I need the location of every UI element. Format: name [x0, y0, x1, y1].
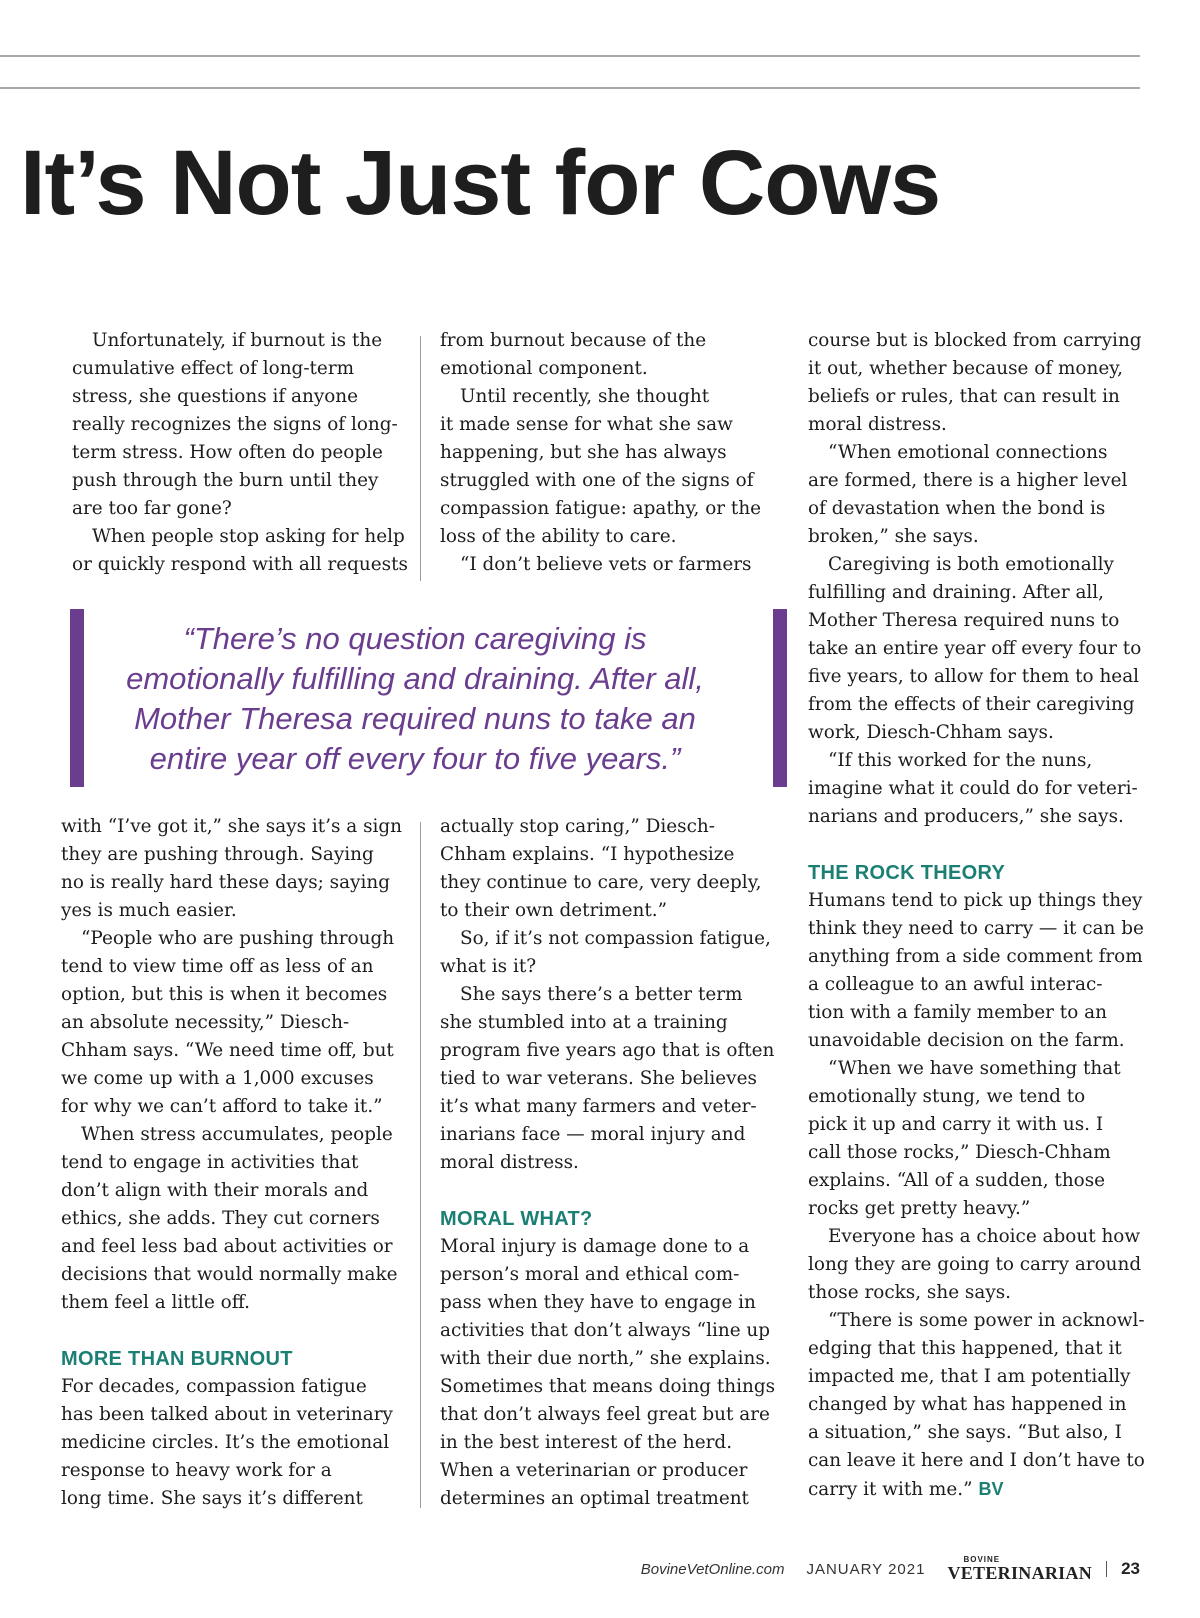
text-line: program five years ago that is often — [440, 1040, 775, 1061]
text-line: yes is much easier. — [61, 900, 237, 921]
text-line: no is really hard these days; saying — [61, 872, 390, 893]
text-line: response to heavy work for a — [61, 1460, 332, 1481]
text-line: that don’t always feel great but are — [440, 1404, 770, 1425]
text-line: an absolute necessity,” Diesch- — [61, 1012, 350, 1033]
text-line: emotionally stung, we tend to — [808, 1086, 1086, 1107]
text-line: ethics, she adds. They cut corners — [61, 1208, 380, 1229]
text-line: she stumbled into at a training — [440, 1012, 728, 1033]
text-line: call those rocks,” Diesch-Chham — [808, 1142, 1111, 1163]
text-line: they continue to care, very deeply, — [440, 872, 762, 893]
text-line: take an entire year off every four to — [808, 638, 1142, 659]
text-line: compassion fatigue: apathy, or the — [440, 498, 762, 519]
text-line: Sometimes that means doing things — [440, 1376, 776, 1397]
text-line: cumulative effect of long-term — [72, 358, 355, 379]
column-middle-top — [440, 327, 780, 579]
pullquote-line: entire year off every four to five years.” — [149, 741, 681, 776]
text-line: term stress. How often do people — [72, 442, 383, 463]
text-line: emotional component. — [440, 358, 648, 379]
section-spacer — [61, 1317, 401, 1345]
text-line: Until recently, she thought — [460, 386, 710, 407]
text-line: anything from a side comment from — [808, 946, 1143, 967]
text-line: “There is some power in acknowl- — [828, 1310, 1145, 1331]
text-line: stress, she questions if anyone — [72, 386, 359, 407]
text-line: course but is blocked from carrying — [808, 330, 1142, 351]
text-line: Chham explains. “I hypothesize — [440, 844, 735, 865]
text-line: work, Diesch-Chham says. — [808, 722, 1054, 743]
text-line: think they need to carry — it can be — [808, 918, 1144, 939]
text-line: it out, whether because of money, — [808, 358, 1124, 379]
footer-date: JANUARY 2021 — [806, 1560, 926, 1578]
text-line: Chham says. “We need time off, but — [61, 1040, 394, 1061]
text-line: a situation,” she says. “But also, I — [808, 1422, 1122, 1443]
text-line: “People who are pushing through — [81, 928, 395, 949]
text-line: decisions that would normally make — [61, 1264, 398, 1285]
section-spacer — [440, 1177, 780, 1205]
text-line: five years, to allow for them to heal — [808, 666, 1140, 687]
text-line: what is it? — [440, 956, 537, 977]
text-line: unavoidable decision on the farm. — [808, 1030, 1125, 1051]
column-divider-top — [420, 336, 421, 581]
top-rule-second — [0, 87, 1140, 89]
text-line: long time. She says it’s different — [61, 1488, 363, 1509]
text-line: a colleague to an awful interac- — [808, 974, 1103, 995]
text-line: them feel a little off. — [61, 1292, 250, 1313]
page-number: 23 — [1121, 1559, 1140, 1578]
top-rule — [0, 55, 1140, 57]
column-divider-bottom — [420, 822, 421, 1508]
pullquote-bar-right — [773, 609, 787, 787]
text-line: inarians face — moral injury and — [440, 1124, 746, 1145]
text-line: Unfortunately, if burnout is the — [92, 330, 383, 351]
text-line: push through the burn until they — [72, 470, 379, 491]
text-line: happening, but she has always — [440, 442, 727, 463]
section-spacer — [808, 831, 1148, 859]
text-line: So, if it’s not compassion fatigue, — [460, 928, 771, 949]
text-line-content: carry it with me.” — [808, 1479, 973, 1500]
text-line: tend to engage in activities that — [61, 1152, 359, 1173]
text-line: or quickly respond with all requests — [72, 554, 408, 575]
text-line: edging that this happened, that it — [808, 1338, 1122, 1359]
text-line: long they are going to carry around — [808, 1254, 1142, 1275]
text-line: Mother Theresa required nuns to — [808, 610, 1120, 631]
text-line: from burnout because of the — [440, 330, 707, 351]
text-line: rocks get pretty heavy.” — [808, 1198, 1031, 1219]
text-line: actually stop caring,” Diesch- — [440, 816, 715, 837]
text-line: don’t align with their morals and — [61, 1180, 369, 1201]
text-line: struggled with one of the signs of — [440, 470, 754, 491]
page-footer — [641, 1557, 1140, 1581]
text-line: Everyone has a choice about how — [828, 1226, 1141, 1247]
column-left-top — [72, 327, 412, 579]
section-heading: MORE THAN BURNOUT — [61, 1348, 293, 1370]
pullquote-bar-left — [70, 609, 84, 787]
text-line: tion with a family member to an — [808, 1002, 1107, 1023]
text-line: pick it up and carry it with us. I — [808, 1114, 1104, 1135]
pullquote-line: Mother Theresa required nuns to take an — [134, 701, 696, 736]
text-line: determines an optimal treatment — [440, 1488, 749, 1509]
text-line: they are pushing through. Saying — [61, 844, 374, 865]
section-heading: THE ROCK THEORY — [808, 862, 1006, 884]
text-line: narians and producers,” she says. — [808, 806, 1124, 827]
text-line: Humans tend to pick up things they — [808, 890, 1143, 911]
text-line: medicine circles. It’s the emotional — [61, 1432, 390, 1453]
magazine-logo — [947, 1556, 1092, 1582]
text-line: and feel less bad about activities or — [61, 1236, 393, 1257]
text-line: explains. “All of a sudden, those — [808, 1170, 1106, 1191]
text-line: of devastation when the bond is — [808, 498, 1106, 519]
text-line: activities that don’t always “line up — [440, 1320, 771, 1341]
column-right — [808, 327, 1148, 1504]
logo-small-text: BOVINE — [963, 1555, 1001, 1564]
text-line: beliefs or rules, that can result in — [808, 386, 1120, 407]
column-middle-bottom — [440, 813, 780, 1513]
end-mark-tag: BV — [978, 1479, 1004, 1499]
text-line-with-tag — [808, 1475, 1148, 1504]
text-line: really recognizes the signs of long- — [72, 414, 398, 435]
text-line: pass when they have to engage in — [440, 1292, 756, 1313]
text-line: moral distress. — [808, 414, 947, 435]
text-line: When stress accumulates, people — [81, 1124, 393, 1145]
text-line: impacted me, that I am potentially — [808, 1366, 1131, 1387]
text-line: option, but this is when it becomes — [61, 984, 388, 1005]
pullquote-line: emotionally fulfilling and draining. After all, — [126, 661, 704, 696]
section-heading: MORAL WHAT? — [440, 1208, 593, 1230]
text-line: it made sense for what she saw — [440, 414, 733, 435]
text-line: changed by what has happened in — [808, 1394, 1127, 1415]
text-line: in the best interest of the herd. — [440, 1432, 733, 1453]
pullquote — [90, 619, 740, 779]
pullquote-line: “There’s no question caregiving is — [183, 621, 647, 656]
text-line: those rocks, she says. — [808, 1282, 1011, 1303]
footer-website: BovineVetOnline.com — [640, 1560, 785, 1578]
text-line: “If this worked for the nuns, — [828, 750, 1093, 771]
text-line: for why we can’t afford to take it.” — [61, 1096, 383, 1117]
text-line: to their own detriment.” — [440, 900, 667, 921]
text-line: from the effects of their caregiving — [808, 694, 1135, 715]
text-line: When a veterinarian or producer — [440, 1460, 748, 1481]
text-line: broken,” she says. — [808, 526, 979, 547]
text-line: tend to view time off as less of an — [61, 956, 374, 977]
text-line: person’s moral and ethical com- — [440, 1264, 740, 1285]
text-line: “When we have something that — [828, 1058, 1121, 1079]
text-line: Caregiving is both emotionally — [828, 554, 1114, 575]
text-line: can leave it here and I don’t have to — [808, 1450, 1145, 1471]
text-line: She says there’s a better term — [460, 984, 743, 1005]
text-line: moral distress. — [440, 1152, 579, 1173]
text-line: are too far gone? — [72, 498, 232, 519]
headline: It’s Not Just for Cows — [20, 132, 941, 234]
text-line: with their due north,” she explains. — [440, 1348, 771, 1369]
footer-separator — [1106, 1561, 1107, 1577]
text-line: Moral injury is damage done to a — [440, 1236, 750, 1257]
text-line: are formed, there is a higher level — [808, 470, 1128, 491]
text-line: with “I’ve got it,” she says it’s a sign — [61, 816, 403, 837]
text-line: When people stop asking for help — [92, 526, 405, 547]
column-left-bottom — [61, 813, 401, 1513]
text-line: has been talked about in veterinary — [61, 1404, 393, 1425]
text-line: “I don’t believe vets or farmers — [460, 554, 752, 575]
logo-main-text: VETERINARIAN — [947, 1563, 1093, 1583]
text-line: For decades, compassion fatigue — [61, 1376, 367, 1397]
text-line: fulfilling and draining. After all, — [808, 582, 1105, 603]
text-line: tied to war veterans. She believes — [440, 1068, 757, 1089]
text-line: we come up with a 1,000 excuses — [61, 1068, 374, 1089]
text-line: imagine what it could do for veteri- — [808, 778, 1138, 799]
text-line: it’s what many farmers and veter- — [440, 1096, 757, 1117]
text-line: loss of the ability to care. — [440, 526, 677, 547]
text-line: “When emotional connections — [828, 442, 1108, 463]
